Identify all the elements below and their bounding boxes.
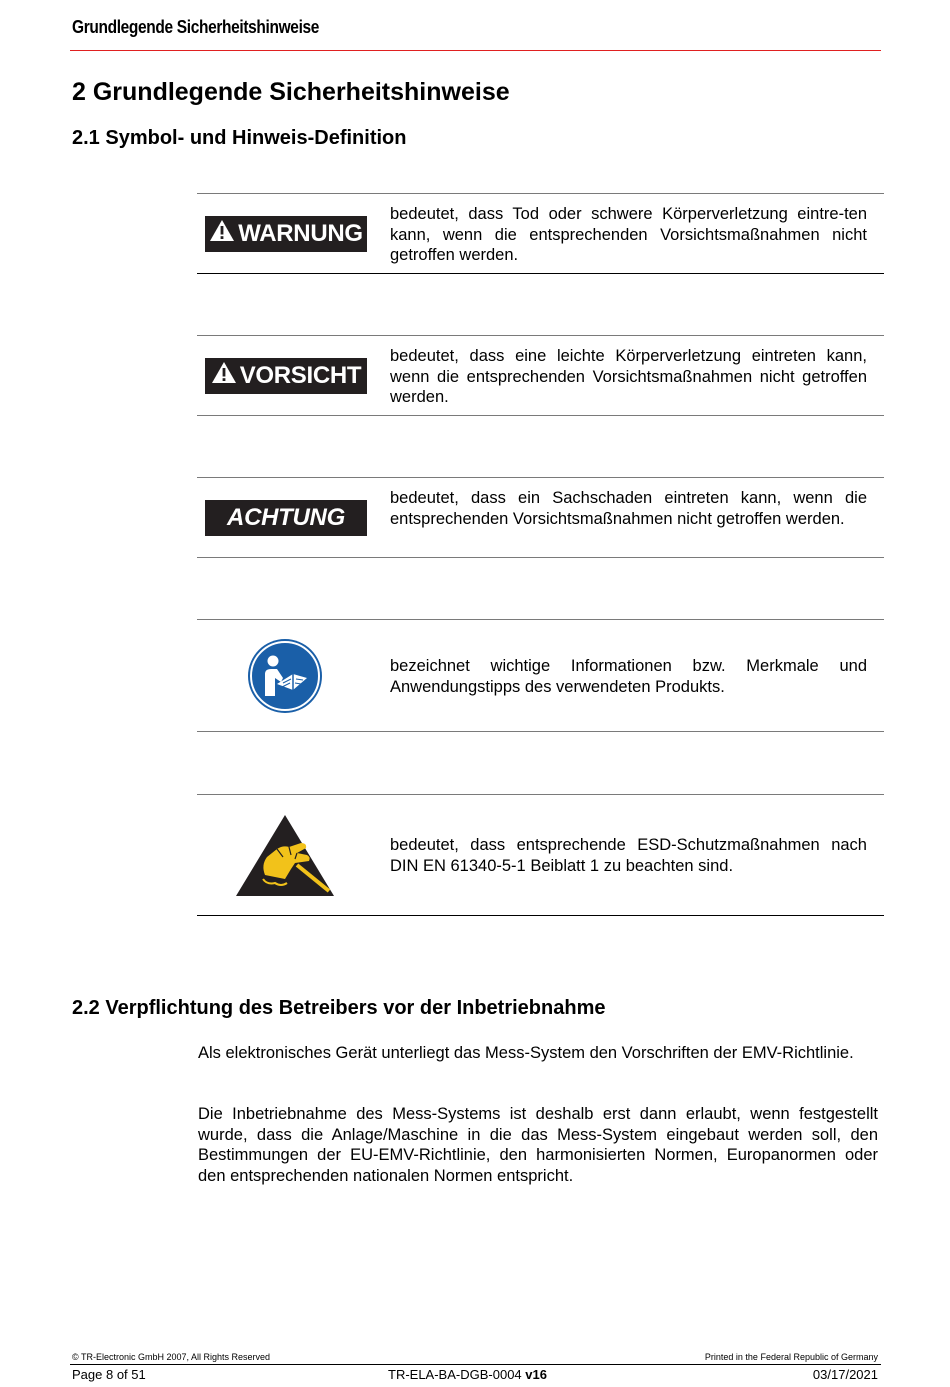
document-number: TR-ELA-BA-DGB-0004 <box>388 1367 522 1382</box>
header-rule <box>70 50 881 51</box>
running-header: Grundlegende Sicherheitshinweise <box>72 17 320 37</box>
signal-word-label: WARNUNG <box>238 220 363 247</box>
footer-copyright: © TR-Electronic GmbH 2007, All Rights Reserved <box>72 1352 271 1362</box>
definition-achtung <box>197 477 884 558</box>
document-version: v16 <box>525 1367 547 1382</box>
footer-printed: Printed in the Federal Republic of Germany <box>704 1352 878 1362</box>
definition-text: bezeichnet wichtige Informationen bzw. Merkmale und Anwendungstipps des verwendeten Produkts. <box>390 657 867 696</box>
esd-warning-icon <box>235 813 335 902</box>
signal-word-label: VORSICHT <box>239 362 362 389</box>
signal-word-achtung <box>205 500 367 536</box>
definition-information <box>197 619 884 732</box>
definition-text: bedeutet, dass ein Sachschaden eintreten kann, wenn die entsprechenden Vorsichtsmaßnahmen nicht getroffen werden. <box>390 489 867 528</box>
signal-word-vorsicht <box>205 358 367 394</box>
signal-word-warnung <box>205 216 367 252</box>
footer-date: 03/17/2021 <box>812 1367 878 1382</box>
warning-triangle-icon <box>209 219 235 249</box>
footer-document-id <box>388 1367 547 1382</box>
paragraph: Als elektronisches Gerät unterliegt das Mess-System den Vorschriften der EMV-Richtlinie. <box>198 1044 854 1062</box>
chapter-title: 2 Grundlegende Sicherheitshinweise <box>72 78 510 106</box>
signal-word-label: ACHTUNG <box>227 504 345 531</box>
definition-vorsicht <box>197 335 884 416</box>
footer-rule <box>70 1364 881 1365</box>
definition-esd <box>197 794 884 916</box>
warning-triangle-icon <box>211 361 237 391</box>
section-title-2-2: 2.2 Verpflichtung des Betreibers vor der Inbetriebnahme <box>72 997 606 1019</box>
definition-text: bedeutet, dass Tod oder schwere Körperverletzung eintre-ten kann, wenn die entsprechenden Vorsichtsmaßnahmen nicht getroffen werden. <box>390 205 867 264</box>
read-manual-icon <box>247 638 323 719</box>
definition-text: bedeutet, dass entsprechende ESD-Schutzmaßnahmen nach DIN EN 61340-5-1 Beiblatt 1 zu beachten sind. <box>390 836 867 875</box>
paragraph: Die Inbetriebnahme des Mess-Systems ist deshalb erst dann erlaubt, wenn festgestellt wurde, dass die Anlage/Maschine in die das Mess-System eingebaut werden soll, den Bestimmungen der EU-EMV-Richtlinie, den harmonisierten Normen, Europanormen oder den entsprechenden nationalen Normen entspricht. <box>198 1105 878 1185</box>
footer-page-number: Page 8 of 51 <box>72 1367 146 1382</box>
definition-warnung <box>197 193 884 274</box>
definition-text: bedeutet, dass eine leichte Körperverletzung eintreten kann, wenn die entsprechenden Vorsichtsmaßnahmen nicht getroffen werden. <box>390 347 867 406</box>
section-title-2-1: 2.1 Symbol- und Hinweis-Definition <box>72 127 407 149</box>
